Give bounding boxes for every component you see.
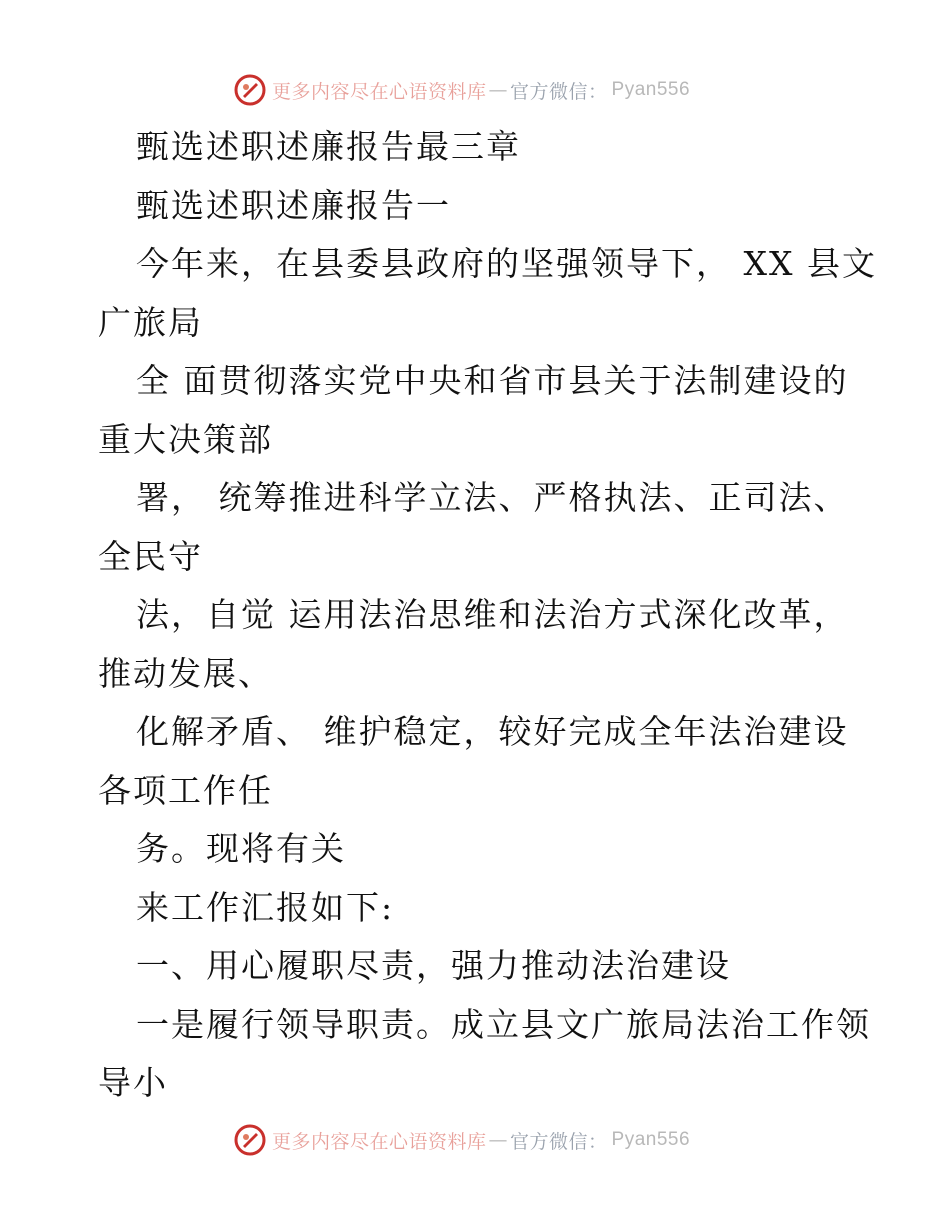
paragraph-line: 来工作汇报如下: [136,887,395,927]
paragraph-line: 各项工作任 [98,770,273,810]
paragraph-line: 务。现将有关 [136,829,346,868]
watermark-wechat-label: 官方微信： [510,1130,608,1153]
paragraph-line: 导小 [98,1063,168,1102]
watermark-text: 更多内容尽在心语资料库 [272,80,487,103]
paragraph-line: 化解矛盾、 维护稳定，较好完成全年法治建设 [136,712,849,751]
paragraph-line: 广旅局 [98,302,203,342]
header-watermark [0,70,950,110]
paragraph-line: 法，自觉 运用法治思维和法治方式深化改革， [136,595,849,634]
paragraph-line: 今年来，在县委县政府的坚强领导下， XX 县文 [136,244,877,283]
watermark-wechat-id: Pyan556 [611,79,691,100]
watermark-wechat-label: 官方微信： [510,80,608,103]
watermark-separator: — [488,1129,509,1151]
footer-watermark [0,1120,950,1160]
watermark-text: 更多内容尽在心语资料库 [272,1130,487,1153]
paragraph-line: 一是履行领导职责。成立县文广旅局法治工作领 [136,1004,871,1044]
document-title: 甄选述职述廉报告最三章 [136,127,521,166]
document-body [98,118,877,1113]
watermark-separator: — [488,79,509,101]
paragraph-line: 重大决策部 [98,419,273,459]
paragraph-line: 全民守 [98,536,203,576]
red-seal-logo-icon [234,1124,266,1156]
paragraph-line: 署， 统筹推进科学立法、严格执法、正司法、 [136,478,849,517]
document-subtitle: 甄选述职述廉报告一 [136,185,451,225]
red-seal-logo-icon [234,74,266,106]
watermark-wechat-id: Pyan556 [611,1129,691,1150]
paragraph-line: 全 面贯彻落实党中央和省市县关于法制建设的 [136,361,849,400]
section-heading: 一、用心履职尽责，强力推动法治建设 [136,946,731,985]
paragraph-line: 推动发展、 [98,653,273,693]
